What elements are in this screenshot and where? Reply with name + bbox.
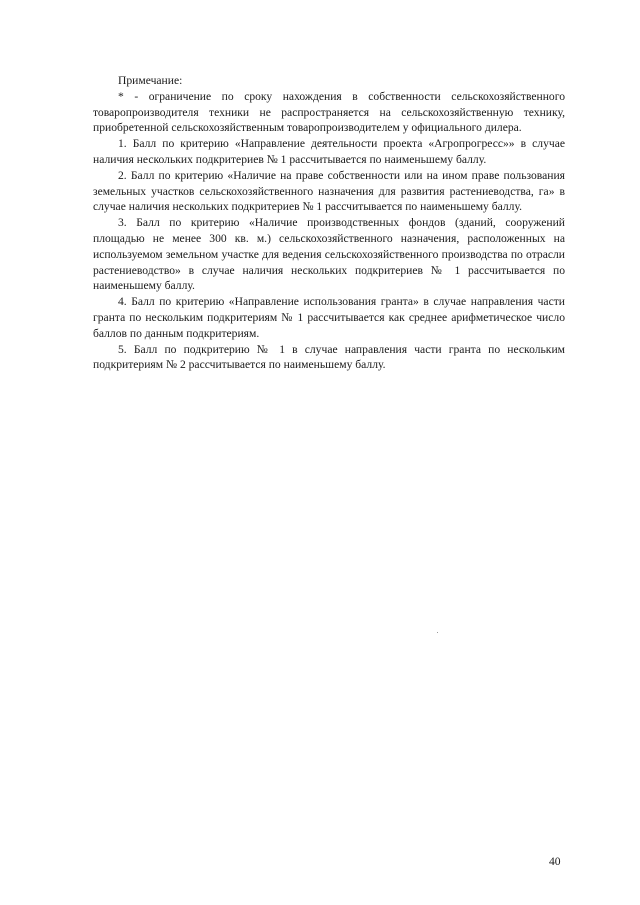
scan-speck	[437, 632, 438, 633]
page-number: 40	[549, 855, 561, 868]
note-paragraph-2: 2. Балл по критерию «Наличие на праве собственности или на ином праве пользования земельных участков сельскохозяйственного назначения для развития растениеводства, га» в случае наличия нескольких подкритериев № 1 рассчитывается по наименьшему баллу.	[93, 168, 565, 214]
document-body	[93, 73, 565, 373]
note-paragraph-3: 3. Балл по критерию «Наличие производственных фондов (зданий, сооружений площадью не менее 300 кв. м.) сельскохозяйственного назначения, расположенных на используемом земельном участке для ведения сельскохозяйственного производства по отрасли растениеводство» в случае наличия нескольких подкритериев № 1 рассчитывается по наименьшему баллу.	[93, 216, 565, 293]
note-paragraph-5: 5. Балл по подкритерию № 1 в случае направления части гранта по нескольким подкритериям № 2 рассчитывается по наименьшему баллу.	[93, 342, 565, 372]
note-paragraph-1: 1. Балл по критерию «Направление деятельности проекта «Агропрогресс»» в случае наличия нескольких подкритериев № 1 рассчитывается по наименьшему баллу.	[93, 137, 565, 166]
note-paragraph-footnote: * - ограничение по сроку нахождения в собственности сельскохозяйственного товаропроизводителя техники не распространяется на сельскохозяйственную технику, приобретенной сельскохозяйственным товаропроизводителем у официального дилера.	[93, 89, 565, 135]
note-paragraph-4: 4. Балл по критерию «Направление использования гранта» в случае направления части гранта по нескольким подкритериям № 1 рассчитывается как среднее арифметическое число баллов по данным подкритериям.	[93, 295, 565, 340]
note-heading: Примечание:	[118, 74, 183, 87]
